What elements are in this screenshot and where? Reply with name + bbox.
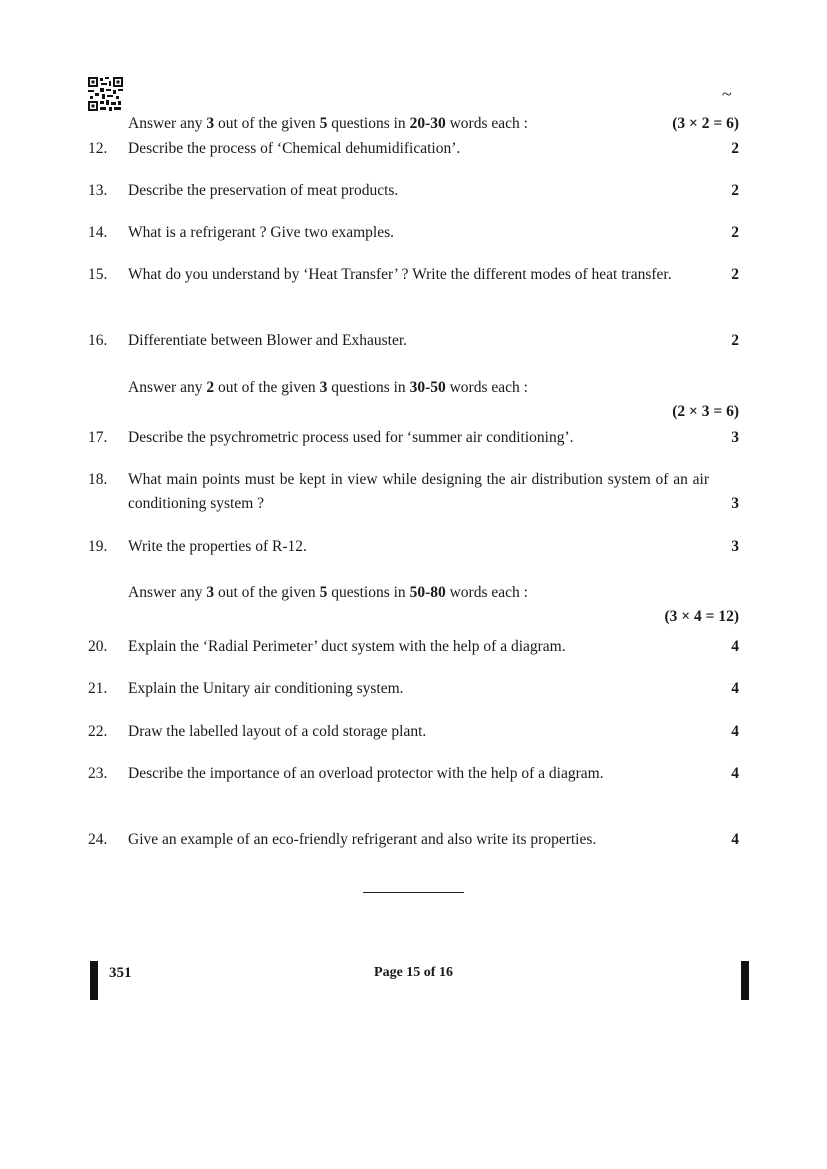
question-marks: 2 — [731, 266, 739, 283]
question-item — [88, 762, 739, 786]
question-text: Explain the Unitary air conditioning system. — [128, 680, 404, 697]
question-item — [88, 635, 739, 659]
page-number: Page 15 of 16 — [374, 965, 453, 980]
question-marks: 3 — [731, 495, 739, 512]
question-marks: 4 — [731, 638, 739, 655]
question-number: 22. — [88, 723, 108, 740]
question-text: Give an example of an eco-friendly refrigerant and also write its properties. — [128, 831, 597, 848]
top-mark: ~ — [722, 84, 732, 104]
question-item — [88, 468, 739, 516]
question-marks: 2 — [731, 140, 739, 157]
question-text: Explain the ‘Radial Perimeter’ duct system with the help of a diagram. — [128, 638, 566, 655]
question-item — [88, 263, 739, 287]
question-text: Describe the psychrometric process used for ‘summer air conditioning’. — [128, 429, 574, 446]
question-number: 13. — [88, 182, 108, 199]
question-number: 19. — [88, 538, 108, 555]
qr-code-icon — [88, 77, 123, 111]
question-item — [88, 329, 739, 353]
question-text: Describe the preservation of meat products. — [128, 182, 399, 199]
question-text: Describe the importance of an overload protector with the help of a diagram. — [128, 765, 604, 782]
question-marks: 4 — [731, 723, 739, 740]
question-marks: 4 — [731, 680, 739, 697]
question-number: 18. — [88, 471, 108, 488]
question-item — [88, 720, 739, 744]
end-divider — [363, 892, 464, 893]
question-number: 21. — [88, 680, 108, 697]
section-instruction: Answer any 2 out of the given 3 questions in 30-50 words each : (2 × 3 = 6) — [128, 379, 739, 420]
question-item — [88, 221, 739, 245]
question-text: What do you understand by ‘Heat Transfer’ ? Write the different modes of heat transfer. — [128, 266, 672, 283]
question-text: Draw the labelled layout of a cold storage plant. — [128, 723, 427, 740]
section-marks: (3 × 4 = 12) — [664, 608, 739, 625]
question-marks: 2 — [731, 332, 739, 349]
question-text: What main points must be kept in view while designing the air distribution system of an air conditioning system ? — [128, 471, 709, 512]
question-marks: 2 — [731, 224, 739, 241]
question-marks: 4 — [731, 765, 739, 782]
section-marks: (3 × 2 = 6) — [672, 115, 739, 132]
question-item — [88, 179, 739, 203]
question-item — [88, 828, 739, 852]
question-number: 12. — [88, 140, 108, 157]
question-marks: 2 — [731, 182, 739, 199]
question-text: Write the properties of R-12. — [128, 538, 307, 555]
question-number: 14. — [88, 224, 108, 241]
question-marks: 4 — [731, 831, 739, 848]
question-text: What is a refrigerant ? Give two examples. — [128, 224, 394, 241]
question-marks: 3 — [731, 538, 739, 555]
question-item — [88, 677, 739, 701]
section-marks: (2 × 3 = 6) — [672, 403, 739, 420]
question-text: Describe the process of ‘Chemical dehumidification’. — [128, 140, 461, 157]
question-number: 24. — [88, 831, 108, 848]
question-number: 20. — [88, 638, 108, 655]
question-marks: 3 — [731, 429, 739, 446]
question-number: 23. — [88, 765, 108, 782]
question-item — [88, 426, 739, 450]
question-item — [88, 535, 739, 559]
question-number: 15. — [88, 266, 108, 283]
question-item — [88, 137, 739, 161]
paper-code: 351 — [109, 965, 132, 981]
question-number: 16. — [88, 332, 108, 349]
question-number: 17. — [88, 429, 108, 446]
section-instruction: Answer any 3 out of the given 5 questions in 20-30 words each : (3 × 2 = 6) — [128, 115, 739, 132]
section-instruction: Answer any 3 out of the given 5 questions in 50-80 words each : (3 × 4 = 12) — [128, 584, 739, 625]
question-text: Differentiate between Blower and Exhauster. — [128, 332, 408, 349]
